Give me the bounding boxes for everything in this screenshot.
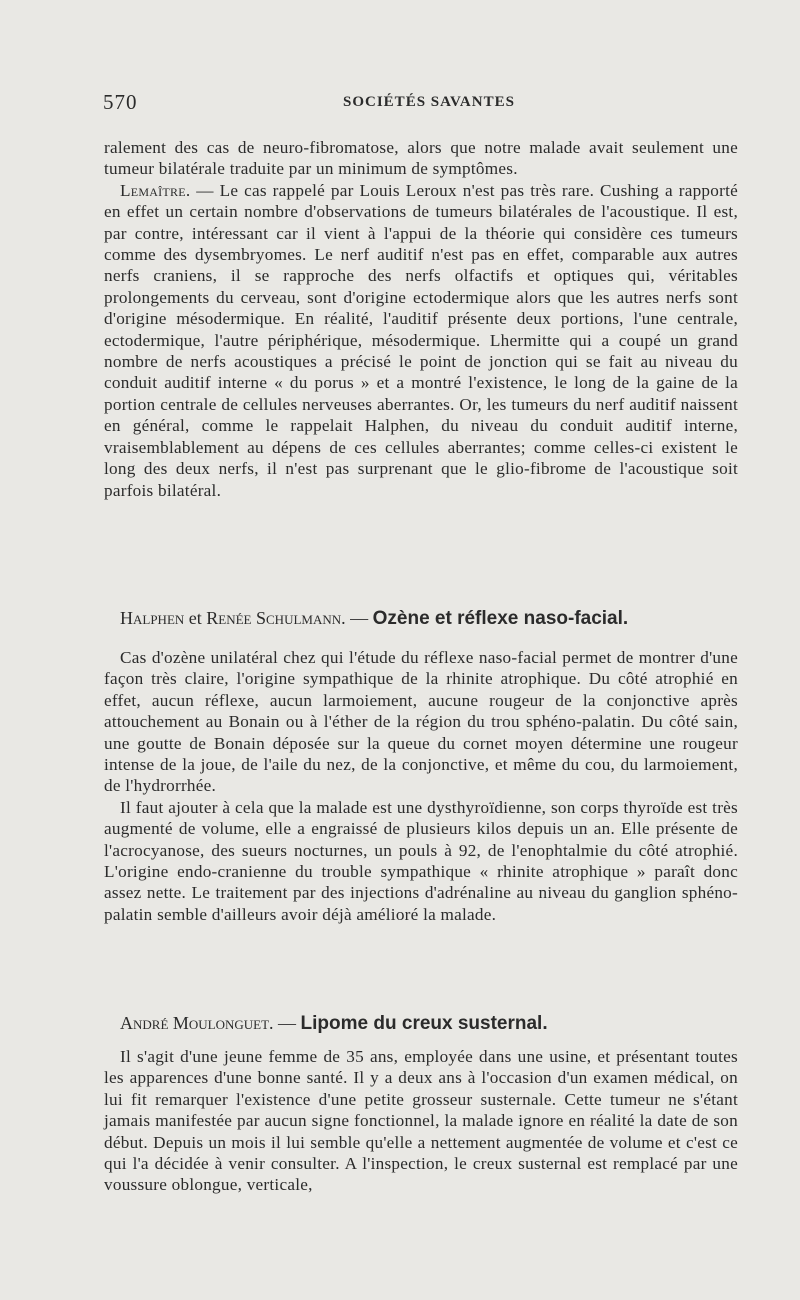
author-name: Lemaître. (120, 180, 191, 200)
author-name: Halphen (120, 608, 185, 628)
section-title: Ozène et réflexe naso-facial. (372, 608, 629, 629)
paragraph: Il s'agit d'une jeune femme de 35 ans, employée dans une usine, et présentant toutes les apparences d'une bonne santé. Il y a deux ans à l'occasion d'un examen médical, on lui fit remarquer l'existence d'une petite grosseur susternale. Cette tumeur ne s'étant jamais manifestée par aucun signe fonctionnel, la malade ignore en réalité la date de son début. Depuis un mois il lui semble qu'elle a nettement augmentée de volume et c'est ce qui l'a décidée à venir consulter. A l'inspection, le creux susternal est remplacé par une voussure oblongue, verticale, (104, 1047, 738, 1195)
page-number: 570 (103, 90, 138, 114)
discussion-block (104, 137, 738, 501)
paragraph: Cas d'ozène unilatéral chez qui l'étude du réflexe naso-facial permet de montrer d'une façon très claire, l'origine sympathique de la rhinite atrophique. Du côté atrophié en effet, aucun réflexe, aucun larmoiement, aucune rougeur de la conjonctive après attouchement au Bonain ou à l'éther de la région du trou sphéno-palatin. Du côté sain, une goutte de Bonain déposée sur la queue du cornet moyen détermine une rougeur intense de la joue, de l'aile du nez, de la conjonctive, et même du cou, du larmoiement, de l'hydrorrhée. (104, 648, 738, 796)
section-heading-lipome: André Moulonguet. — Lipome du creux susternal. (120, 1013, 548, 1034)
continued-paragraph: ralement des cas de neuro-fibromatose, alors que notre malade avait seulement une tumeur bilatérale traduite par un minimum de symptômes. (104, 138, 738, 179)
lipome-body (104, 1046, 738, 1196)
paragraph-text: — Le cas rappelé par Louis Leroux n'est pas très rare. Cushing a rapporté en effet un certain nombre d'observations de tumeurs bilatérales de l'acoustique. Il est, par contre, intéressant car il vient à l'appui de la théorie qui considère ces tumeurs comme des dysembryomes. Le nerf auditif n'est pas en effet, comparable aux autres nerfs craniens, il se rapproche des nerfs olfactifs et optiques qui, véritables prolongements du cerveau, sont d'origine ectodermique alors que les autres nerfs sont d'origine mésodermique. En réalité, l'auditif présente deux portions, l'une centrale, ectodermique, l'autre périphérique, mésodermique. Lhermitte qui a coupé un grand nombre de nerfs acoustiques a précisé le point de jonction qui se fait au niveau du conduit auditif interne « du porus » et a montré l'existence, le long de la gaine de la portion centrale de cellules nerveuses aberrantes. Or, les tumeurs du nerf auditif naissent en général, comme le rappelait Halphen, du niveau du conduit auditif interne, vraisemblablement au dépens de ces cellules aberrantes; comme celles-ci existent le long des deux nerfs, il n'est pas surprenant que le glio-fibrome de l'acoustique soit parfois bilatéral. (104, 180, 738, 500)
section-heading-ozene: Halphen et Renée Schulmann. — Ozène et réflexe naso-facial. (120, 608, 629, 629)
paragraph: Il faut ajouter à cela que la malade est une dysthyroïdienne, son corps thyroïde est très augmenté de volume, elle a engraissé de plusieurs kilos depuis un an. Elle présente de l'acrocyanose, des sueurs nocturnes, un pouls à 92, de l'enophtalmie du côté atrophié. L'origine endo-cranienne du trouble sympathique « rhinite atrophique » paraît donc assez nette. Le traitement par des injections d'adrénaline au niveau du ganglion sphéno-palatin semble d'ailleurs avoir déjà amélioré la malade. (104, 797, 738, 924)
running-head: SOCIÉTÉS SAVANTES (343, 94, 515, 110)
lemaitre-paragraph (104, 180, 738, 501)
author-name: Renée Schulmann. (206, 608, 346, 628)
section-title: Lipome du creux susternal. (300, 1013, 548, 1034)
page-header (103, 90, 738, 116)
author-name: André Moulonguet. (120, 1013, 274, 1033)
ozene-body (104, 647, 738, 925)
